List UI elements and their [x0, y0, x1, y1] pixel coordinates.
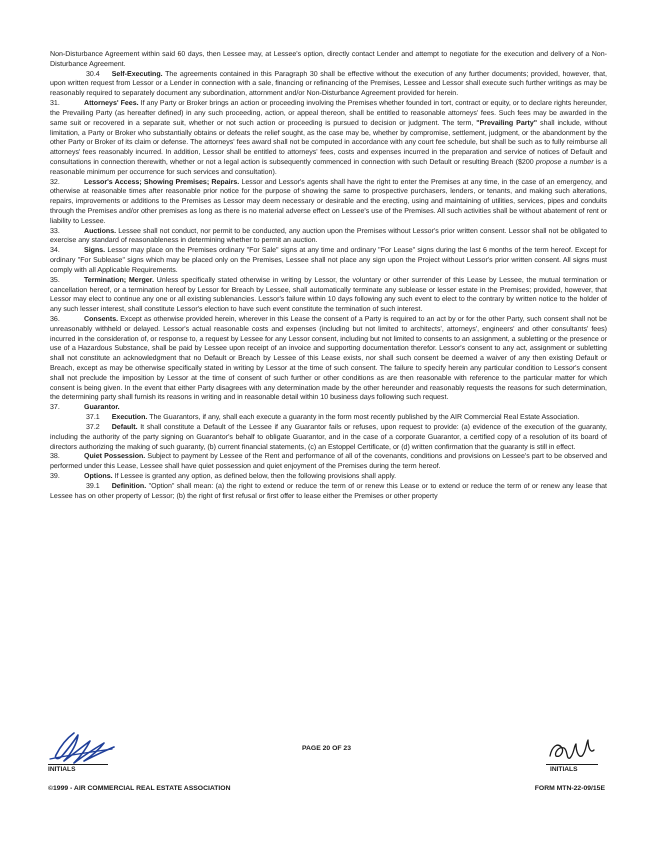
section-number: 39.1 — [86, 482, 100, 490]
section-text: Lessor and Lessor's agents shall have the right to enter the Premises at any time, in the case of an emergency, and otherwise at reasonable times after reasonable prior notice for the purpose of showing the same to prospective purchasers, lenders, or tenants, and making such alterations, repairs, improvements or additions to the Premises as Lessor may deem necessary or desirable and the erecting, using and maintaining of utilities, services, pipes and conduits through the Premises and/or other premises as long as there is no material adverse effect on Lessee's use of the Premises. All such activities shall be without abatement of rent or liability to Lessee. — [50, 178, 607, 225]
section-title: Self-Executing. — [111, 70, 163, 78]
section-text: The agreements contained in this Paragraph 30 shall be effective without the execution of any further documents; provided, however, that, upon written request from Lessor or a Lender in connection with a sale, financing or refinancing of the Premises, Lessee and Lessor shall execute such further writings as may be reasonably required to separately document any subordination, attornment and/or Non-Disturbance Agreement provided for herein. — [50, 70, 607, 98]
section-number: 30.4 — [86, 70, 100, 78]
section-36 — [50, 315, 607, 403]
form-identifier: FORM MTN-22-09/15E — [534, 785, 605, 792]
section-39 — [50, 472, 607, 482]
initials-line-left — [48, 764, 108, 765]
section-title: Lessor's Access; Showing Premises; Repairs. — [84, 178, 240, 186]
section-32 — [50, 178, 607, 227]
section-37-1 — [50, 413, 607, 423]
section-37 — [50, 403, 607, 413]
section-title: Definition. — [111, 482, 147, 490]
section-text: Except as otherwise provided herein, wherever in this Lease the consent of a Party is required to an act by or for the other Party, such consent shall not be unreasonably withheld or delayed. Lessor's actual reasonable costs and expenses (including but not limited to architects', attorneys', engineers' and other consultants' fees) incurred in the consideration of, or response to, a request by Lessee for any Lessor consent, including but not limited to consents to an assignment, a subletting or the presence or use of a Hazardous Substance, shall be paid by Lessee upon receipt of an invoice and supporting documentation therefor. Lessor's consent to any act, assignment or subletting shall not constitute an acknowledgment that no Default or Breach by Lessee of this Lease exists, nor shall such consent be deemed a waiver of any then existing Default or Breach, except as may be otherwise specifically stated in writing by Lessor at the time of such consent. The failure to specify herein any particular condition to Lessor's consent shall not preclude the imposition by Lessor at the time of consent of such further or other conditions as are then reasonable with reference to the particular matter for which consent is being given. In the event that either Party disagrees with any determination made by the other hereunder and reasonably requests the reasons for such determination, the determining party shall furnish its reasons in writing and in reasonable detail within 10 business days following such request. — [50, 315, 607, 402]
section-number: 37.2 — [86, 423, 100, 431]
section-title: Execution. — [111, 414, 148, 422]
defined-term: "Prevailing Party" — [476, 119, 538, 127]
section-title: Signs. — [84, 247, 106, 255]
section-34 — [50, 246, 607, 275]
section-39-1 — [50, 482, 607, 502]
section-number: 36. — [50, 315, 60, 323]
section-number: 35. — [50, 276, 60, 284]
section-text: is a reasonable minimum per occurrence for such services and consultation). — [50, 158, 607, 176]
section-number: 34. — [50, 247, 60, 255]
section-text: Subject to payment by Lessee of the Rent and performance of all of the covenants, conditions and provisions on Lessee's part to be observed and performed under this Lease, Lessee shall have quiet possession and quiet enjoyment of the Premises during the term hereof. — [50, 453, 608, 471]
lease-page-body — [50, 50, 607, 501]
section-31 — [50, 99, 607, 178]
section-number: 37.1 — [86, 414, 100, 422]
section-35 — [50, 276, 607, 315]
section-title: Default. — [111, 423, 138, 431]
section-text: If any Party or Broker brings an action or proceeding involving the Premises whether founded in tort, contract or equity, or to declare rights hereunder, the Prevailing Party (as hereafter defined) in any such proceeding, action, or appeal thereon, shall be entitled to reasonable attorneys' fees. Such fees may be awarded in the same suit or recovered in a separate suit, whether or not such action or proceeding is pursued to decision or judgment. The term, — [50, 100, 607, 127]
section-title: Quiet Possession. — [84, 453, 146, 461]
section-number: 37. — [50, 404, 60, 412]
initials-line-right — [546, 764, 598, 765]
section-title: Attorneys' Fees. — [84, 100, 139, 108]
section-text: shall include, without limitation, a Party or Broker who substantially obtains or defeats the relief sought, as the case may be, whether by compromise, settlement, judgment, or the abandonment by the other Party or Broker of its claim or defense. The attorneys' fees award shall not be computed in accordance with any court fee schedule, but shall be such as to fully reimburse all attorneys' fees reasonably incurred. In addition, Lessor shall be entitled to attorneys' fees, costs and expenses incurred in the preparation and service of notices of Default and consultations in connection therewith, whether or not a legal action is subsequently commenced in connection with such Default or resulting Breach ($200 — [50, 119, 607, 166]
section-number: 31. — [50, 100, 60, 108]
initials-label-left: INITIALS — [48, 766, 76, 773]
section-30-4 — [50, 70, 607, 99]
section-number: 39. — [50, 472, 60, 480]
section-text: Lessee shall not conduct, nor permit to be conducted, any auction upon the Premises without Lessor's prior written consent. Lessor shall not be obligated to exercise any standard of reasonableness in determining whether to permit an auction. — [50, 227, 607, 245]
section-title: Termination; Merger. — [84, 276, 154, 284]
section-title: Consents. — [84, 315, 119, 323]
section-title: Guarantor. — [84, 404, 120, 412]
section-number: 32. — [50, 178, 60, 186]
lessee-initials-signature — [546, 734, 598, 764]
section-text: The Guarantors, if any, shall each execute a guaranty in the form most recently published by the AIR Commercial Real Estate Association. — [149, 414, 580, 422]
paragraph-intro: Non-Disturbance Agreement within said 60 days, then Lessee may, at Lessee's option, directly contact Lender and attempt to negotiate for the execution and delivery of a Non-Disturbance Agreement. — [50, 51, 607, 68]
fill-in-placeholder: propose a number — [535, 158, 594, 166]
page-number: PAGE 20 OF 23 — [302, 745, 351, 752]
section-title: Auctions. — [84, 227, 117, 235]
section-38 — [50, 452, 607, 472]
section-text: Unless specifically stated otherwise in writing by Lessor, the voluntary or other surrender of this Lease by Lessee, the mutual termination or cancellation hereof, or a termination hereof by Lessor for Breach by Lessee, shall automatically terminate any sublease or lesser estate in the Premises; provided, however, that Lessor may elect to continue any one or all existing sublenancies. Lessor's failure within 10 days following any such event to elect to the contrary by written notice to the holder of any such lesser interest, shall constitute Lessor's election to have such event constitute the termination of such interest. — [50, 276, 607, 314]
section-text: Lessor may place on the Premises ordinary "For Sale" signs at any time and ordinary "For Lease" signs during the last 6 months of the term hereof. Except for ordinary "For Sublease" signs which may be placed only on the Premises, Lessee shall not place any sign upon the Project without Lessor's prior written consent. All signs must comply with all Applicable Requirements. — [50, 247, 607, 274]
initials-label-right: INITIALS — [550, 766, 578, 773]
section-number: 33. — [50, 227, 60, 235]
section-number: 38. — [50, 453, 60, 461]
section-text: "Option" shall mean: (a) the right to extend or reduce the term of or renew this Lease or to extend or reduce the term of or renew any lease that Lessee has on other property of Lessor; (b) the right of first refusal or first offer to lease either the Premises or other property — [50, 482, 607, 500]
section-text: If Lessee is granted any option, as defined below, then the following provisions shall apply. — [114, 472, 397, 480]
section-37-2 — [50, 423, 607, 452]
section-title: Options. — [84, 472, 113, 480]
section-text: It shall constitute a Default of the Lessee if any Guarantor fails or refuses, upon request to provide: (a) evidence of the execution of the guaranty, including the authority of the party signing on Guarantor's behalf to obligate Guarantor, and in the case of a corporate Guarantor, a certified copy of a resolution of its board of directors authorizing the making of such guaranty, (b) current financial statements, (c) an Estoppel Certificate, or (d) written confirmation that the guaranty is still in effect. — [50, 423, 607, 451]
copyright-notice: ©1999 - AIR COMMERCIAL REAL ESTATE ASSOCIATION — [48, 785, 231, 792]
section-33 — [50, 227, 607, 247]
